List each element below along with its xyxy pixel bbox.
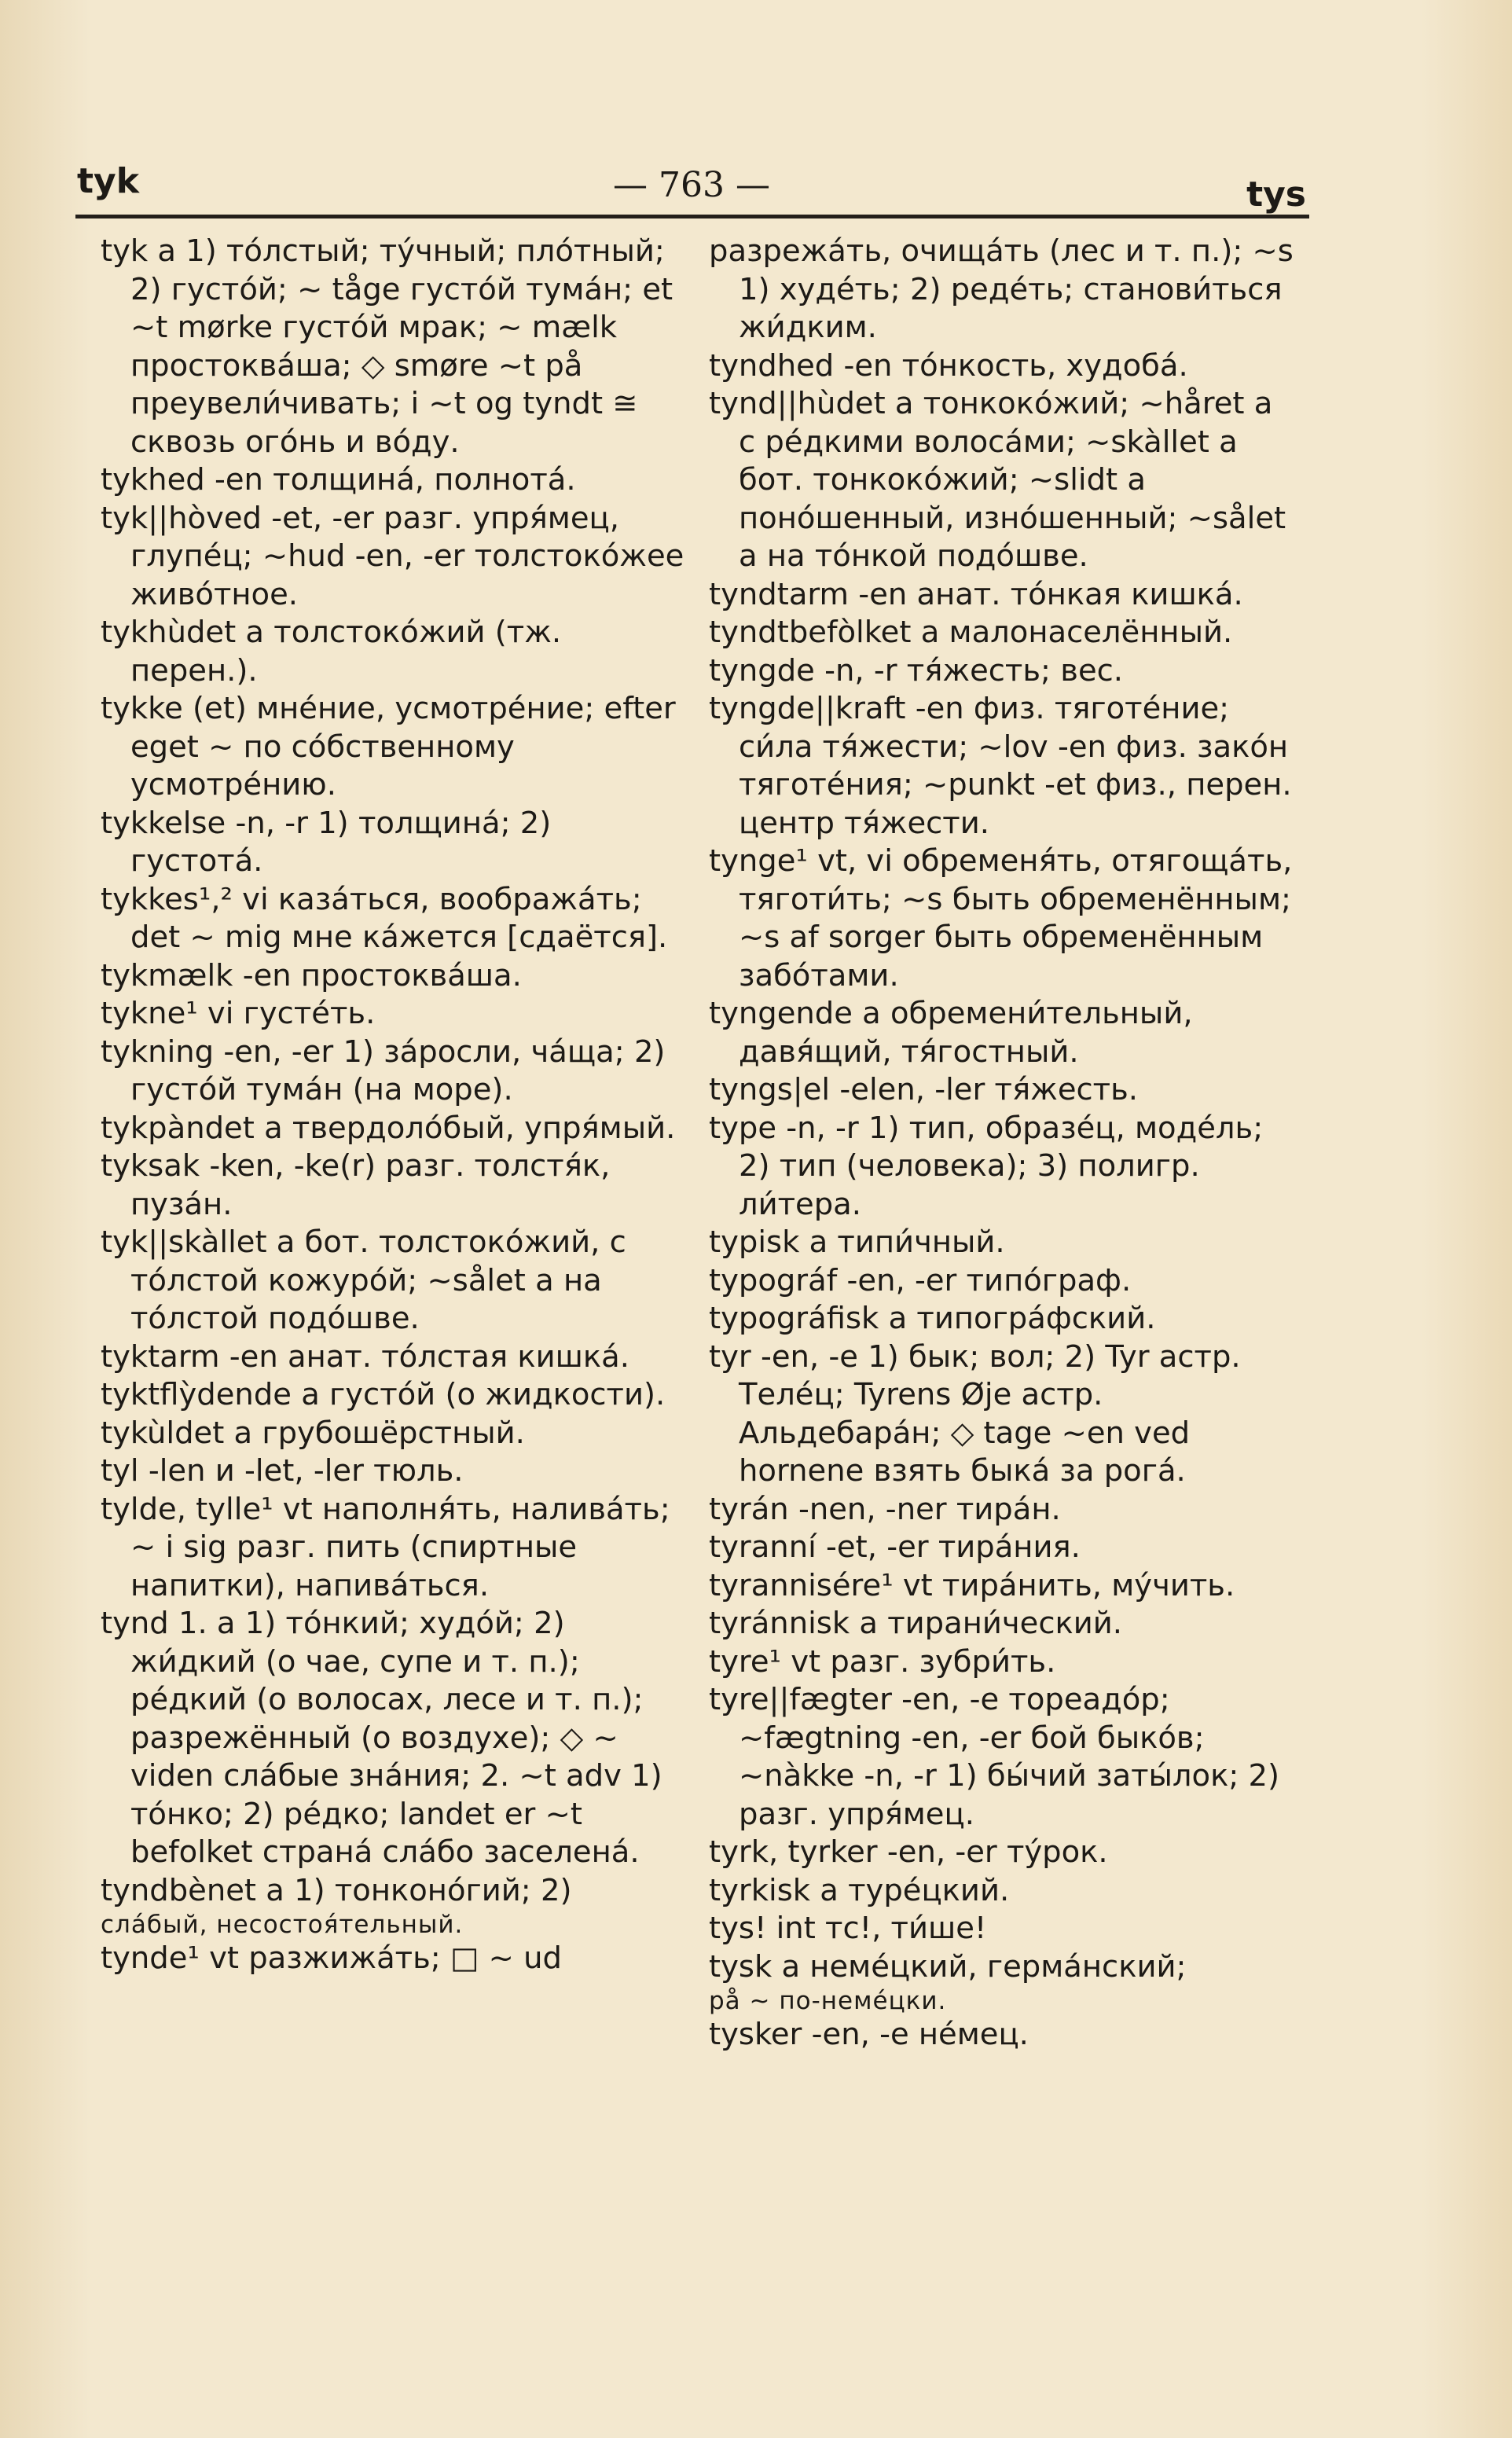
entry: tykmælk -en простоква́ша. — [101, 957, 522, 993]
entry: tyr -en, -e 1) бык; вол; 2) Tyr астр. Теле́ц; Tyrens Øje астр. Альдебара́н; ◇ tage ~en ved hornene взять быка́ за рога́. — [709, 1338, 1241, 1489]
entry: разрежа́ть, очища́ть (лес и т. п.); ~s 1) худе́ть; 2) реде́ть; станови́ться жи́дким. — [709, 233, 1294, 345]
entry: tyránnisk a тирани́ческий. — [709, 1606, 1123, 1641]
entry: type -n, -r 1) тип, образе́ц, моде́ль; 2) тип (человека); 3) полигр. ли́тера. — [709, 1110, 1264, 1222]
header-rule — [75, 215, 1309, 218]
entry-continuation-small: på ~ по-неме́цки. — [709, 1987, 947, 2015]
entry: tyrk, tyrker -en, -er ту́рок. — [709, 1834, 1108, 1870]
entry: tysker -en, -e не́мец. — [709, 2017, 1029, 2052]
entry: tykùldet a грубошёрстный. — [101, 1415, 525, 1451]
entry: tyndtbefòlket a малонаселённый. — [709, 615, 1233, 650]
entry: tyrkisk a туре́цкий. — [709, 1872, 1010, 1908]
entry: tysk a неме́цкий, герма́нский; — [709, 1948, 1187, 1985]
left-column — [101, 233, 690, 1978]
entry: tyndhed -en то́нкость, худоба́. — [709, 347, 1188, 384]
entry: tyrán -nen, -ner тира́н. — [709, 1491, 1061, 1527]
entry: tyngende a обремени́тельный, давя́щий, тя́гостный. — [709, 996, 1193, 1070]
entry: typisk a типи́чный. — [709, 1225, 1005, 1260]
entry: tyndtarm -en анат. то́нкая кишка́. — [709, 576, 1243, 612]
entry: tyktflỳdende a густо́й (о жидкости). — [101, 1377, 666, 1412]
entry: tyk||skàllet a бот. толстоко́жий, с то́лстой кожуро́й; ~sålet a на то́лстой подо́шве. — [101, 1225, 626, 1336]
entry: tyksak -ken, -ke(r) разг. толстя́к, пуза́н. — [101, 1148, 611, 1222]
entry: tyngde -n, -r тя́жесть; вес. — [709, 652, 1124, 688]
header-left-guideword: tyk — [77, 161, 139, 201]
page-number: — 763 — — [613, 165, 770, 205]
entry: tyngde||kraft -en физ. тяготе́ние; си́ла тя́жести; ~lov -en физ. зако́н тяготе́ния; ~punkt -et физ., перен. центр тя́жести. — [709, 691, 1292, 841]
header-right-guideword: tys — [1246, 174, 1306, 215]
entry: tylde, tylle¹ vt наполня́ть, налива́ть; ~ i sig разг. пить (спиртные напитки), напива́ться. — [101, 1491, 670, 1603]
entry: tyranní -et, -er тира́ния. — [709, 1529, 1081, 1565]
entry: tyk||hòved -et, -er разг. упря́мец, глупе́ц; ~hud -en, -er толстоко́жее живо́тное. — [101, 500, 684, 612]
entry: tyk a 1) то́лстый; ту́чный; пло́тный; 2) густо́й; ~ tåge густо́й тума́н; et ~t mørke густо́й мрак; ~ mælk простоква́ша; ◇ smøre ~t på преувели́чивать; i ~t og tyndt ≅ сквозь ого́нь и во́ду. — [101, 233, 673, 460]
entry: typográf -en, -er типо́граф. — [709, 1262, 1132, 1298]
entry: tykne¹ vi густе́ть. — [101, 996, 376, 1031]
entry: tynd 1. a 1) то́нкий; худо́й; 2) жи́дкий (о чае, супе и т. п.); ре́дкий (о волосах, лесе и т. п.); разрежённый (о воздухе); ◇ ~ viden сла́бые зна́ния; 2. ~t adv 1) то́нко; 2) ре́дко; landet er ~t befolket страна́ сла́бо заселена́. — [101, 1606, 662, 1870]
entry: tynde¹ vt разжижа́ть; □ ~ ud — [101, 1940, 562, 1976]
entry: tyl -len и -let, -ler тюль. — [101, 1453, 464, 1489]
entry: tykkes¹,² vi каза́ться, вообража́ть; det ~ mig мне ка́жется [сдаётся]. — [101, 881, 668, 955]
entry: tykning -en, -er 1) за́росли, ча́ща; 2) густо́й тума́н (на море). — [101, 1034, 666, 1107]
entry: tyngs|el -elen, -ler тя́жесть. — [709, 1072, 1139, 1107]
entry: tykhùdet a толстоко́жий (тж. перен.). — [101, 615, 562, 688]
entry: tyre¹ vt разг. зубри́ть. — [709, 1643, 1056, 1680]
entry: tykkelse -n, -r 1) толщина́; 2) густота́. — [101, 805, 552, 879]
entry-continuation-small: сла́бый, несостоя́тельный. — [101, 1911, 464, 1939]
entry: tykpàndet a твердоло́бый, упря́мый. — [101, 1110, 676, 1146]
entry: tynge¹ vt, vi обременя́ть, отягоща́ть, тяготи́ть; ~s быть обременённым; ~s af sorger быть обременённым забо́тами. — [709, 843, 1293, 993]
entry: typográfisk a типогра́фский. — [709, 1301, 1156, 1336]
entry: tyktarm -en анат. то́лстая кишка́. — [101, 1338, 629, 1375]
entry: tyre||fægter -en, -e тореадо́р; ~fægtning -en, -er бой быко́в; ~nàkke -n, -r 1) бы́чий заты́лок; 2) разг. упря́мец. — [709, 1682, 1280, 1832]
entry: tykke (et) мне́ние, усмотре́ние; efter eget ~ по со́бственному усмотре́нию. — [101, 691, 676, 802]
entry: tynd||hùdet a тонкоко́жий; ~håret a с ре́дкими волоса́ми; ~skàllet a бот. тонкоко́жий; ~slidt a поно́шенный, изно́шенный; ~sålet a на то́нкой подо́шве. — [709, 386, 1286, 574]
entry: tyndbènet a 1) тонконо́гий; 2) — [101, 1872, 572, 1908]
entry: tyrannisére¹ vt тира́нить, му́чить. — [709, 1567, 1235, 1603]
right-column — [709, 233, 1298, 2054]
entry: tykhed -en толщина́, полнота́. — [101, 462, 576, 498]
entry: tys! int тс!, ти́ше! — [709, 1911, 987, 1946]
